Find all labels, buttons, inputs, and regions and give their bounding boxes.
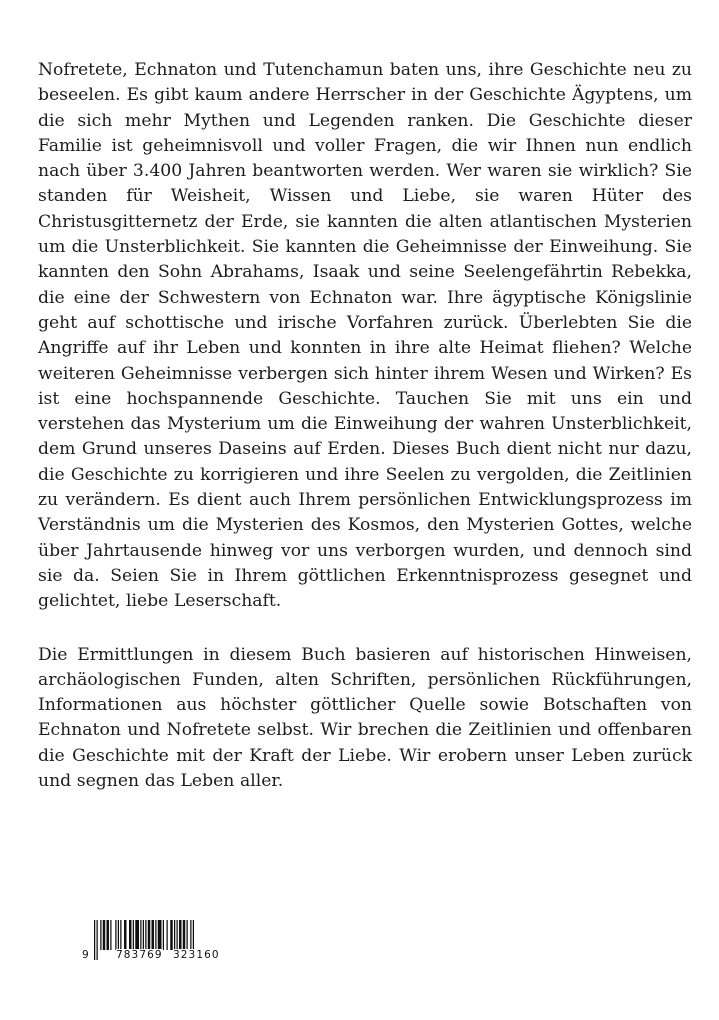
blurb-paragraph-1: Nofretete, Echnaton und Tutenchamun baten uns, ihre Geschichte neu zu beseelen. Es gibt kaum andere Herrscher in der Geschichte Ägyptens, um die sich mehr Mythen und Legenden ranken. Die Geschichte dieser Familie ist geheimnisvoll und voller Fragen, die wir Ihnen nun endlich nach über 3.400 Jahren beantworten werden. Wer waren sie wirklich? Sie standen für Weisheit, Wissen und Liebe, sie waren Hüter des Christusgitternetz der Erde, sie kannten die alten atlantischen Mysterien um die Unsterblichkeit. Sie kannten die Geheimnisse der Einweihung. Sie kannten den Sohn Abrahams, Isaak und seine Seelengefährtin Rebekka, die eine der Schwestern von Echnaton war. Ihre ägyptische Königslinie geht auf schottische und irische Vorfahren zurück. Überlebten Sie die Angriffe auf ihr Leben und konnten in ihre alte Heimat fliehen? Welche weiteren Geheimnisse verbergen sich hinter ihrem Wesen und Wirken? Es ist eine hochspannende Geschichte. Tauchen Sie mit uns ein und verstehen das Mysterium um die Einweihung der wahren Unsterblichkeit, dem Grund unseres Daseins auf Erden. Dieses Buch dient nicht nur dazu, die Geschichte zu korrigieren und ihre Seelen zu vergolden, die Zeitlinien zu verändern. Es dient auch Ihrem persönlichen Entwicklungsprozess im Verständnis um die Mysterien des Kosmos, den Mysterien Gottes, welche über Jahrtausende hinweg vor uns verborgen wurden, und dennoch sind sie da. Seien Sie in Ihrem göttlichen Erkenntnisprozess gesegnet und gelichtet, liebe Leserschaft. — [38, 60, 692, 612]
barcode-bar — [177, 920, 178, 950]
isbn-barcode — [82, 920, 232, 962]
barcode-bar — [179, 920, 182, 950]
barcode-bar — [145, 920, 146, 950]
barcode-bar — [124, 920, 127, 950]
barcode-bar — [158, 920, 162, 950]
barcode-bar — [170, 920, 173, 950]
barcode-bar — [183, 920, 186, 950]
barcode-bar — [135, 920, 139, 950]
barcode-bar — [143, 920, 144, 950]
barcode-bar — [129, 920, 132, 950]
barcode-bar — [110, 920, 111, 950]
barcode-bar — [103, 920, 106, 950]
barcode-bar — [163, 920, 164, 950]
barcode-bar — [120, 920, 121, 950]
barcode-bar — [167, 920, 168, 950]
barcode-bar — [155, 920, 156, 950]
barcode-bar — [193, 920, 194, 950]
back-cover-text — [38, 58, 692, 794]
barcode-bar — [94, 920, 95, 960]
barcode-prefix-digit: 9 — [82, 949, 90, 961]
barcode-bar — [100, 920, 101, 950]
blurb-paragraph-2: Die Ermittlungen in diesem Buch basieren auf historischen Hinweisen, archäologischen Funden, alten Schriften, persönlichen Rückführungen, Informationen aus höchster göttlicher Quelle sowie Botschaften von Echnaton und Nofretete selbst. Wir brechen die Zeitlinien und offenbaren die Geschichte mit der Kraft der Liebe. Wir erobern unser Leben zurück und segnen das Leben aller. — [38, 644, 692, 792]
barcode-bar — [133, 920, 134, 950]
barcode-bar — [107, 920, 110, 950]
barcode-bar — [148, 920, 151, 950]
barcode-bar — [115, 920, 116, 950]
barcode-left-digits: 783769 — [116, 949, 163, 961]
barcode-bar — [152, 920, 155, 950]
barcode-bar — [118, 920, 119, 950]
barcode-bar — [174, 920, 175, 950]
barcode-right-digits: 323160 — [173, 949, 220, 961]
barcode-bar — [97, 920, 98, 960]
barcode-bar — [140, 920, 141, 950]
